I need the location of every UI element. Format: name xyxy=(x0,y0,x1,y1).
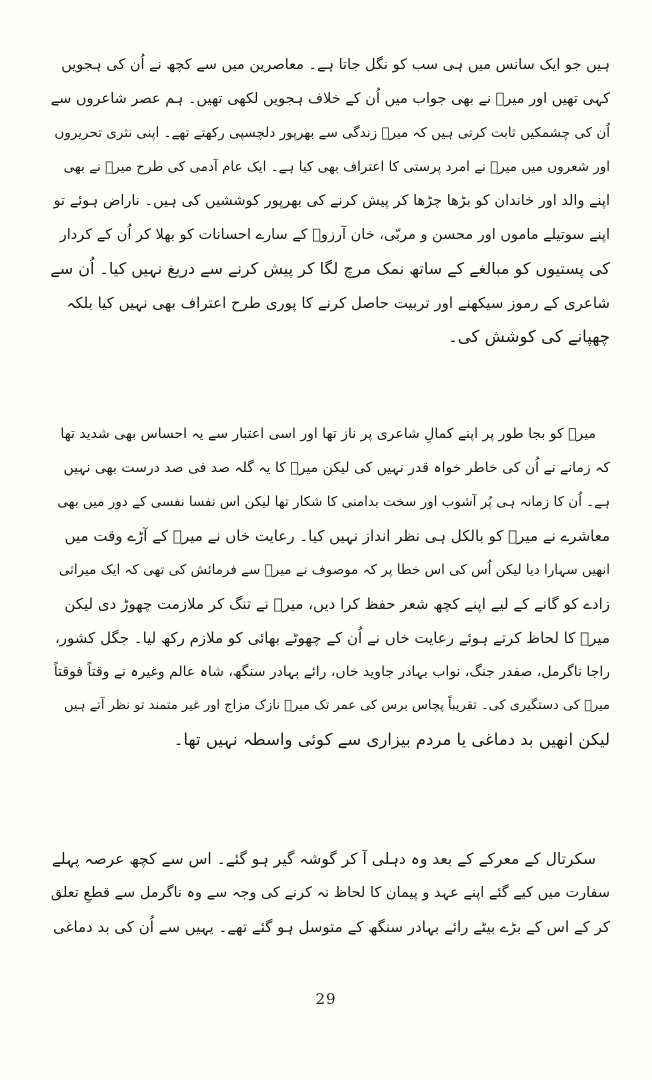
text-line: زادے کو گانے کے لیے اپنے کچھ شعر حفظ کرا دیں، میرؔ نے تنگ کر ملازمت چھوڑ دی لیکن xyxy=(64,595,610,613)
text-line: سکرتال کے معرکے کے بعد وہ دہلی آ کر گوشہ گیر ہو گئے۔ اس سے کچھ عرصہ پہلے xyxy=(51,850,596,868)
text-line: اور شعروں میں میرؔ نے امرد پرستی کا اعتراف بھی کیا ہے۔ ایک عام آدمی کی طرح میرؔ نے بھی xyxy=(63,159,610,175)
text-line: انھیں سہارا دیا لیکن اُس کی اس خطا پر کہ موصوف نے میرؔ سے فرمائش کی تھی کہ ایک میراثی xyxy=(58,562,610,578)
text-line: راجا ناگرمل، صفدر جنگ، نواب بہادر جاوید خاں، رائے بہادر سنگھ، شاہ عالم وغیرہ نے وقتاً فوقتاً xyxy=(53,664,610,680)
paragraph-3 xyxy=(50,842,610,944)
text-line: اپنے والد اور خاندان کو بڑھا چڑھا کر پیش کرنے کی بھرپور کوششیں کی ہیں۔ ناراض ہوئے تو xyxy=(53,193,610,209)
text-line: میرؔ کو بجا طور پر اپنے کمالِ شاعری پر ناز تھا اور اسی اعتبار سے یہ احساس بھی شدید تھا xyxy=(60,426,596,442)
text-line: شاعری کے رموز سیکھنے اور تربیت حاصل کرنے کا پوری طرح اعتراف بھی نہیں کیا بلکہ xyxy=(66,294,610,312)
text-line: اپنے سوتیلے ماموں اور محسن و مربّی، خان آرزوؔ کے سارے احسانات کو بھلا کر اُن کے کردار xyxy=(59,227,610,243)
text-line: کی پستیوں کو مبالغے کے ساتھ نمک مرچ لگا کر پیش کرنے سے دریغ نہیں کیا۔ اُن سے xyxy=(50,259,610,278)
text-line: میرؔ کا لحاظ کرتے ہوئے رعایت خاں نے اُن کے چھوٹے بھائی کو ملازم رکھ لیا۔ جگل کشور، xyxy=(54,629,610,647)
text-line: کر کے اس کے بڑے بیٹے رائے بہادر سنگھ کے متوسل ہو گئے تھے۔ یہیں سے اُن کی بد دماغی xyxy=(53,918,610,936)
text-line: معاشرے نے میرؔ کو بالکل ہی نظر انداز نہیں کیا۔ رعایت خاں نے میرؔ کے آڑے وقت میں xyxy=(64,527,610,545)
paragraph-1 xyxy=(50,48,610,354)
text-line: اُن کی چشمکیں ثابت کرتی ہیں کہ میرؔ زندگی سے بھرپور دلچسپی رکھتے تھے۔ اپنی نثری تحریروں xyxy=(54,125,610,141)
text-line: چھپانے کی کوشش کی۔ xyxy=(448,327,610,346)
page-number: 29 xyxy=(315,990,337,1008)
text-line: ہیں جو ایک سانس میں ہی سب کو نگل جاتا ہے۔ معاصرین میں سے کچھ نے اُن کی ہجویں xyxy=(61,57,610,73)
text-line: سفارت میں کیے گئے اپنے عہد و پیمان کا لحاظ نہ کرنے کی وجہ سے وہ ناگرمل سے قطعِ تعلق xyxy=(50,885,610,901)
paragraph-2 xyxy=(50,417,610,757)
text-line: میرؔ کی دستگیری کی۔ تقریباً پچاس برس کی عمر تک میرؔ نازک مزاج اور غیر متمند تو نظر آتے ہیں xyxy=(64,698,610,713)
text-line: لیکن انھیں بد دماغی یا مردم بیزاری سے کوئی واسطہ نہیں تھا۔ xyxy=(173,730,610,749)
text-line: کہ زمانے نے اُن کی خاطر خواہ قدر نہیں کی لیکن میرؔ کا یہ گلہ صد فی صد درست بھی نہیں xyxy=(63,460,610,476)
text-line: کہی تھیں اور میرؔ نے بھی جواب میں اُن کے خلاف ہجویں لکھی تھیں۔ ہم عصر شاعروں سے xyxy=(50,91,610,107)
text-line: ہے۔ اُن کا زمانہ ہی پُر آشوب اور سخت بدامنی کا شکار تھا لیکن اس نفسا نفسی کے دور میں بھی xyxy=(57,494,610,510)
